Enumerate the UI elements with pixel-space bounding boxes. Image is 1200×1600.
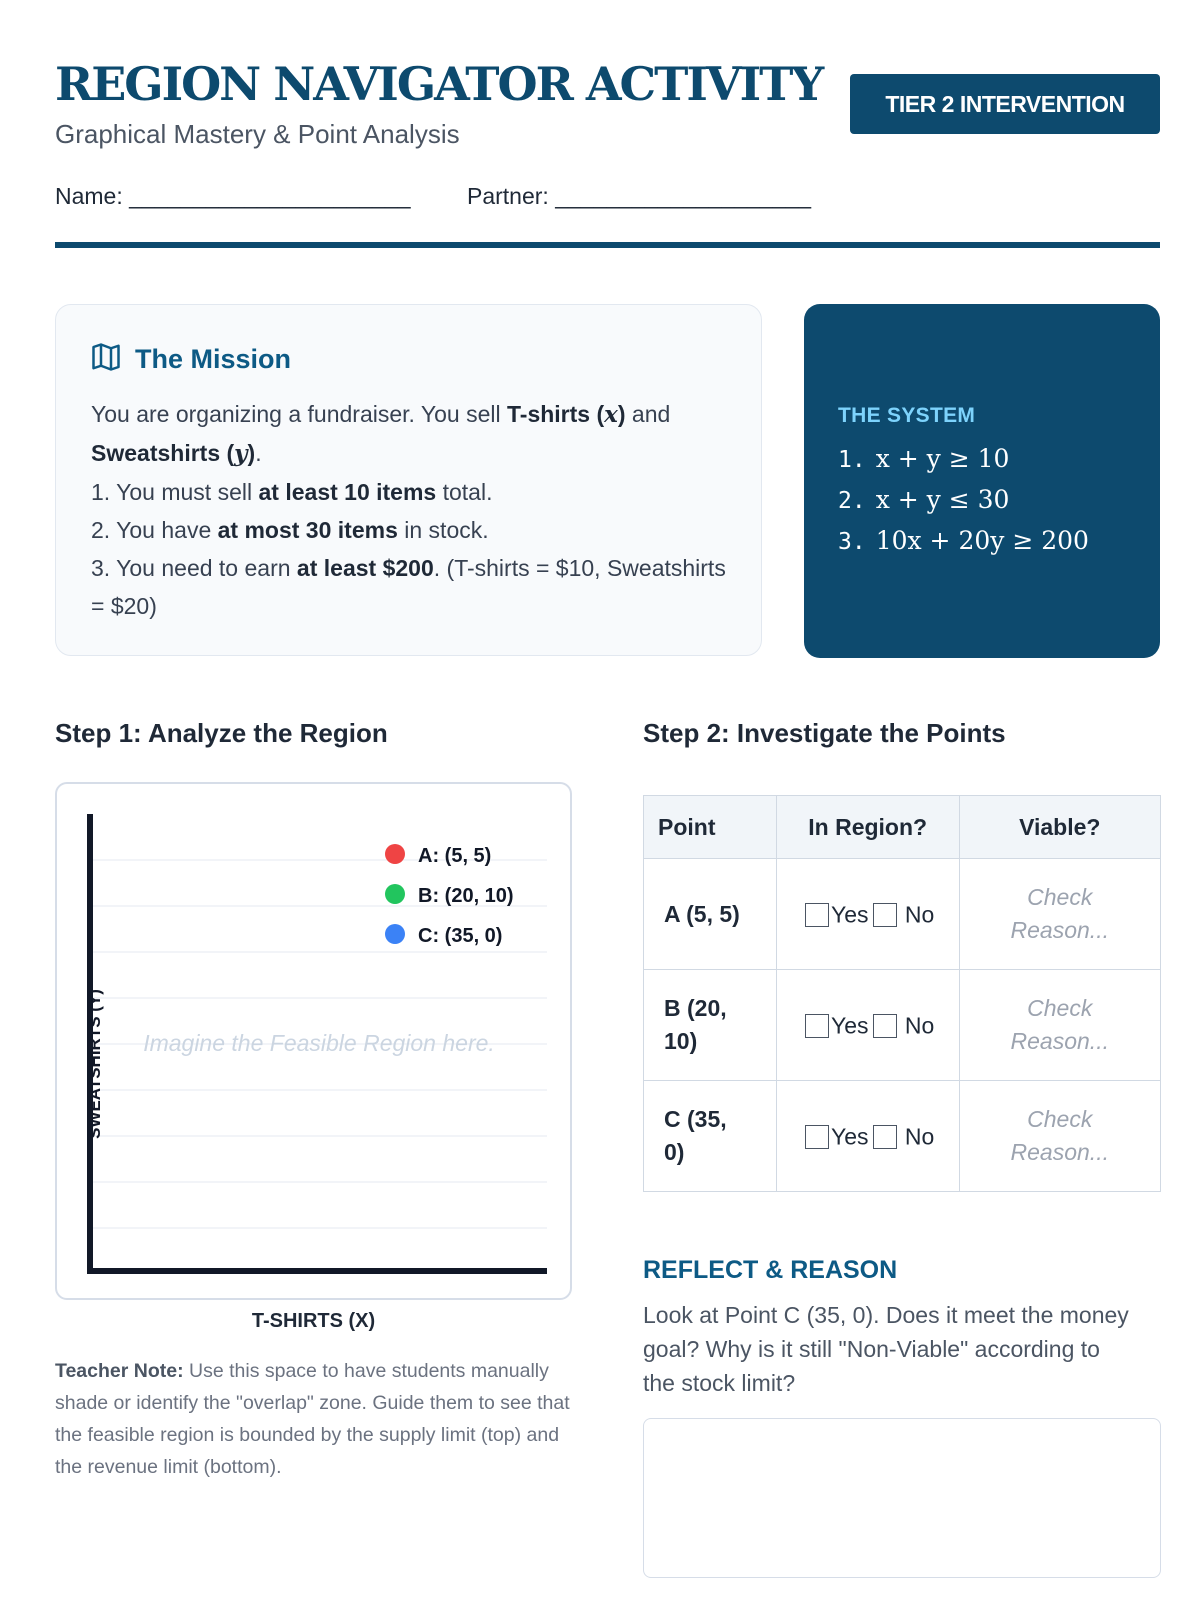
page-title: REGION NAVIGATOR ACTIVITY (55, 57, 823, 111)
equation-3: 3. 10x + 20y ≥ 200 (838, 526, 1089, 555)
legend-label-b: B: (20, 10) (418, 885, 514, 907)
legend-dot-b (385, 884, 405, 904)
step2-title: Step 2: Investigate the Points (643, 718, 1006, 748)
x-axis-label: T-SHIRTS (X) (251, 1310, 376, 1332)
no-label: No (904, 901, 935, 928)
yes-label: Yes (831, 1012, 869, 1039)
sweatshirts-term: Sweatshirts (91, 440, 221, 466)
mission-header (91, 343, 291, 376)
mission-rule-3: 3. You need to earn at least $200. (T-shirts = $10, Sweatshirts = $20) (91, 555, 726, 619)
viable-cell[interactable] (959, 970, 1160, 1081)
tshirts-term: T-shirts (507, 401, 591, 427)
table-row (644, 1081, 1161, 1192)
yes-label: Yes (831, 901, 869, 928)
legend-dot-c (385, 924, 405, 944)
yes-label: Yes (831, 1123, 869, 1150)
viable-placeholder: Check Reason... (1010, 1106, 1109, 1165)
mission-title: The Mission (135, 344, 292, 374)
graph-canvas[interactable] (57, 784, 574, 1302)
col-point: Point (644, 796, 777, 859)
in-region-cell (776, 859, 959, 970)
point-cell: A (5, 5) (644, 859, 777, 970)
mission-text (91, 395, 741, 625)
no-label: No (904, 1012, 935, 1039)
mission-intro: You are organizing a fundraiser. You sell T-shirts (x) and Sweatshirts (y). (91, 401, 671, 467)
equation-1: 1. x + y ≥ 10 (838, 444, 1010, 473)
reflect-answer-box[interactable] (643, 1418, 1161, 1578)
legend-label-c: C: (35, 0) (418, 925, 503, 947)
mission-rule-1: 1. You must sell at least 10 items total. (91, 479, 493, 505)
no-checkbox[interactable] (873, 903, 897, 927)
viable-placeholder: Check Reason... (1010, 884, 1109, 943)
page-subtitle: Graphical Mastery & Point Analysis (55, 119, 460, 149)
feasible-region-placeholder: Imagine the Feasible Region here. (143, 1030, 495, 1056)
viable-cell[interactable] (959, 1081, 1160, 1192)
no-checkbox[interactable] (873, 1014, 897, 1038)
system-label: THE SYSTEM (838, 404, 976, 427)
system-card (804, 304, 1160, 658)
legend-label-a: A: (5, 5) (418, 845, 492, 867)
yes-checkbox[interactable] (805, 1014, 829, 1038)
col-in-region: In Region? (776, 796, 959, 859)
viable-placeholder: Check Reason... (1010, 995, 1109, 1054)
in-region-cell (776, 1081, 959, 1192)
point-label: B (20, 10) (664, 995, 727, 1054)
no-checkbox[interactable] (873, 1125, 897, 1149)
viable-cell[interactable] (959, 859, 1160, 970)
teacher-note: Teacher Note: Use this space to have students manually shade or identify the "overlap" zone. Guide them to see that the feasible region is bounded by the supply limit (top) and the revenue limit (bottom). (55, 1360, 570, 1478)
table-row (644, 859, 1161, 970)
mission-intro-text: You are organizing a fundraiser. You sell (91, 401, 508, 427)
header-divider (55, 242, 1160, 248)
mission-rule-2: 2. You have at most 30 items in stock. (91, 517, 489, 543)
table-row (644, 970, 1161, 1081)
table-header-row (644, 796, 1161, 859)
points-table (643, 795, 1161, 1192)
name-field[interactable]: Name: ______________________ (55, 183, 411, 209)
map-icon (91, 343, 121, 376)
graph-card[interactable] (55, 782, 572, 1300)
y-axis-label: SWEATSHIRTS (Y) (85, 989, 104, 1139)
partner-field[interactable]: Partner: ____________________ (467, 183, 812, 209)
yes-checkbox[interactable] (805, 1125, 829, 1149)
point-cell (644, 970, 777, 1081)
reflect-title: REFLECT & REASON (643, 1256, 898, 1284)
no-label: No (904, 1123, 935, 1150)
step1-title: Step 1: Analyze the Region (55, 718, 388, 748)
tier-badge: TIER 2 INTERVENTION (850, 74, 1160, 134)
mission-and: and (625, 401, 671, 427)
in-region-cell (776, 970, 959, 1081)
point-label: C (35, 0) (664, 1106, 727, 1165)
equation-2: 2. x + y ≤ 30 (838, 485, 1010, 514)
col-viable: Viable? (959, 796, 1160, 859)
mission-card (55, 304, 762, 656)
reflect-question: Look at Point C (35, 0). Does it meet the money goal? Why is it still "Non-Viable" according to the stock limit? (643, 1302, 1129, 1396)
point-cell (644, 1081, 777, 1192)
legend-dot-a (385, 844, 405, 864)
yes-checkbox[interactable] (805, 903, 829, 927)
